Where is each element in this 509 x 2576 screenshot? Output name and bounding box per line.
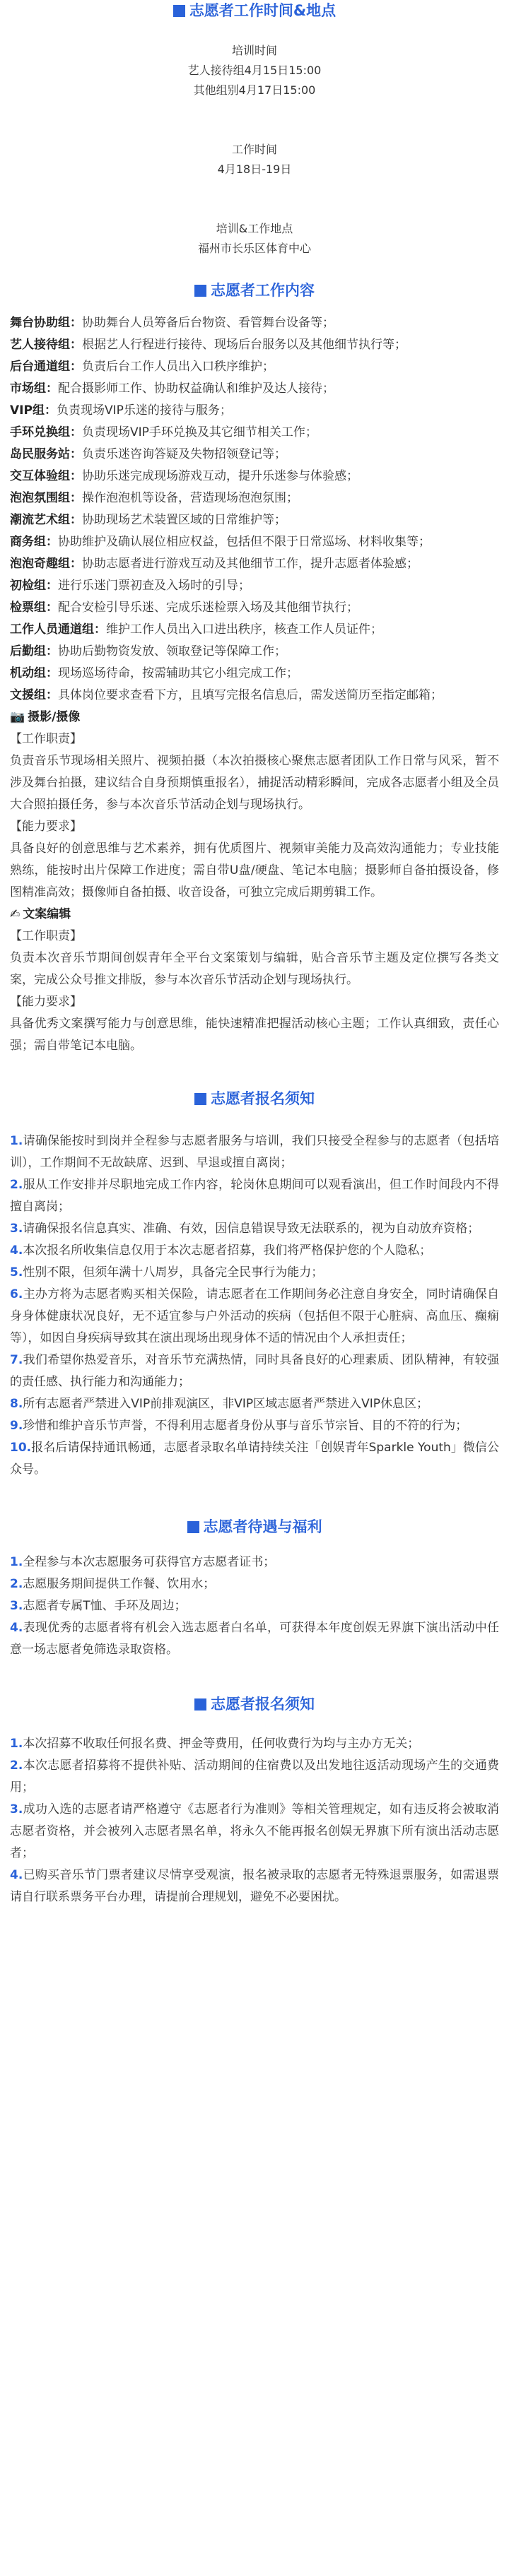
info-line: 福州市长乐区体育中心 <box>197 242 311 255</box>
spacer-line <box>10 120 499 140</box>
duty-heading: 【工作职责】 <box>10 732 82 746</box>
role-title: 摄影/摄像 <box>28 710 81 724</box>
item-number: 2. <box>10 1577 23 1591</box>
blue-square-icon <box>194 1698 206 1711</box>
group-description: 负责现场VIP乐迷的接待与服务； <box>56 403 232 418</box>
info-line: 培训&工作地点 <box>216 222 293 235</box>
group-label: 机动组： <box>10 666 58 680</box>
numbered-item <box>10 1284 499 1349</box>
numbered-item <box>10 1130 499 1174</box>
group-description: 协助舞台人员筹备后台物资、看管舞台设备等； <box>82 316 334 330</box>
work-group-item <box>10 466 499 488</box>
work-group-item <box>10 685 499 707</box>
work-group-list <box>10 312 499 707</box>
item-number: 4. <box>10 1243 23 1258</box>
blue-square-icon <box>194 285 206 297</box>
group-label: 检票组： <box>10 601 58 615</box>
work-group-item <box>10 619 499 641</box>
item-number: 1. <box>10 1134 23 1148</box>
item-text: 请确保能按时到岗并全程参与志愿者服务与培训，我们只接受全程参与的志愿者（包括培训），工作期间不无故缺席、迟到、早退或擅自离岗； <box>10 1134 499 1170</box>
item-text: 已购买音乐节门票者建议尽情享受观演，报名被录取的志愿者无特殊退票服务，如需退票请自行联系票务平台办理，请提前合理规划，避免不必要困扰。 <box>10 1868 499 1904</box>
item-number: 3. <box>10 1802 23 1816</box>
info-line: 艺人接待组4月15日15:00 <box>187 64 322 77</box>
time-location-lines <box>10 21 499 259</box>
numbered-item <box>10 1573 499 1595</box>
info-line: 工作时间 <box>231 143 277 156</box>
item-text: 所有志愿者严禁进入VIP前排观演区，非VIP区域志愿者严禁进入VIP休息区； <box>23 1397 428 1411</box>
item-text: 本次志愿者招募将不提供补贴、活动期间的住宿费以及出发地往返活动现场产生的交通费用； <box>10 1759 499 1795</box>
spacer-line <box>10 100 499 120</box>
group-label: 手环兑换组： <box>10 425 82 439</box>
photo-role <box>10 707 499 904</box>
blue-square-icon <box>187 1521 199 1533</box>
item-text: 志愿者专属T恤、手环及周边； <box>23 1599 187 1613</box>
item-number: 1. <box>10 1737 23 1751</box>
item-text: 性别不限，但须年满十八周岁，具备完全民事行为能力； <box>23 1265 324 1280</box>
numbered-item <box>10 1865 499 1908</box>
work-group-item <box>10 334 499 356</box>
group-description: 协助乐迷完成现场游戏互动，提升乐迷参与体验感； <box>82 469 358 483</box>
group-description: 协助志愿者进行游戏互动及其他细节工作，提升志愿者体验感； <box>82 557 419 571</box>
group-description: 操作泡泡机等设备，营造现场泡泡氛围； <box>82 491 298 505</box>
numbered-item <box>10 1349 499 1393</box>
requirement-heading: 【能力要求】 <box>10 995 82 1009</box>
item-number: 4. <box>10 1621 23 1635</box>
section-time-location <box>10 0 499 259</box>
group-label: 交互体验组： <box>10 469 82 483</box>
item-number: 2. <box>10 1759 23 1773</box>
section-registration-notice <box>10 1088 499 1481</box>
item-number: 5. <box>10 1265 23 1280</box>
work-group-item <box>10 422 499 444</box>
item-number: 1. <box>10 1555 23 1569</box>
duty-heading: 【工作职责】 <box>10 929 82 943</box>
numbered-item <box>10 1393 499 1415</box>
numbered-item <box>10 1218 499 1240</box>
writing-hand-icon: ✍ <box>10 907 21 921</box>
item-number: 8. <box>10 1397 23 1411</box>
group-description: 负责后台工作人员出入口秩序维护； <box>82 360 274 374</box>
info-line: 培训时间 <box>231 44 277 57</box>
section-title: 志愿者报名须知 <box>10 1088 499 1109</box>
group-label: 市场组： <box>10 382 58 396</box>
group-description: 协助维护及确认展位相应权益，包括但不限于日常巡场、材料收集等； <box>58 535 431 549</box>
numbered-item <box>10 1240 499 1262</box>
blue-square-icon <box>173 5 185 17</box>
group-label: 泡泡氛围组： <box>10 491 82 505</box>
group-label: 后勤组： <box>10 644 58 658</box>
work-group-item <box>10 597 499 619</box>
section-title: 志愿者待遇与福利 <box>10 1516 499 1537</box>
work-group-item <box>10 400 499 422</box>
work-group-item <box>10 509 499 531</box>
work-group-item <box>10 356 499 378</box>
group-label: 潮流艺术组： <box>10 513 82 527</box>
item-number: 2. <box>10 1178 23 1192</box>
item-number: 3. <box>10 1222 23 1236</box>
numbered-item <box>10 1262 499 1284</box>
spacer-line <box>10 21 499 41</box>
group-description: 具体岗位要求查看下方，且填写完报名信息后，需发送简历至指定邮箱； <box>58 688 443 702</box>
blue-square-icon <box>194 1093 206 1105</box>
item-text: 我们希望你热爱音乐，对音乐节充满热情，同时具备良好的心理素质、团队精神，有较强的责任感、执行能力和沟通能力； <box>10 1353 499 1389</box>
item-number: 10. <box>10 1441 32 1455</box>
group-label: 岛民服务站： <box>10 447 82 461</box>
work-group-item <box>10 575 499 597</box>
item-text: 报名后请保持通讯畅通，志愿者录取名单请持续关注「创娱青年Sparkle Youth」微信公众号。 <box>10 1441 499 1477</box>
group-description: 负责现场VIP手环兑换及其它细节相关工作； <box>82 425 317 439</box>
work-group-item <box>10 663 499 685</box>
item-number: 4. <box>10 1868 23 1882</box>
group-label: 初检组： <box>10 579 58 593</box>
item-number: 3. <box>10 1599 23 1613</box>
group-label: 艺人接待组： <box>10 338 82 352</box>
work-group-item <box>10 378 499 400</box>
group-description: 配合安检引导乐迷、完成乐迷检票入场及其他细节执行； <box>58 601 358 615</box>
numbered-item <box>10 1595 499 1617</box>
group-label: 工作人员通道组： <box>10 622 106 637</box>
work-group-item <box>10 444 499 466</box>
group-description: 协助后勤物资发放、领取登记等保障工作； <box>58 644 286 658</box>
numbered-item <box>10 1552 499 1573</box>
info-line: 4月18日-19日 <box>217 163 292 176</box>
item-text: 全程参与本次志愿服务可获得官方志愿者证书； <box>23 1555 276 1569</box>
numbered-item <box>10 1733 499 1755</box>
item-number: 6. <box>10 1287 23 1301</box>
section-work-content <box>10 280 499 1057</box>
item-text: 本次报名所收集信息仅用于本次志愿者招募，我们将严格保护您的个人隐私； <box>23 1243 432 1258</box>
section-title: 志愿者工作时间&地点 <box>10 0 499 21</box>
group-label: 舞台协助组： <box>10 316 82 330</box>
item-text: 珍惜和维护音乐节声誉，不得利用志愿者身份从事与音乐节宗旨、目的不符的行为； <box>23 1419 468 1433</box>
numbered-item <box>10 1415 499 1437</box>
group-label: 文援组： <box>10 688 58 702</box>
duty-text: 负责本次音乐节期间创娱青年全平台文案策划与编辑，贴合音乐节主题及定位撰写各类文案，完成公众号推文排版，参与本次音乐节活动企划与现场执行。 <box>10 951 499 987</box>
group-description: 负责乐迷咨询答疑及失物招领登记等； <box>82 447 286 461</box>
item-text: 本次招募不收取任何报名费、押金等费用，任何收费行为均与主办方无关； <box>23 1737 420 1751</box>
benefit-list <box>10 1552 499 1661</box>
copy-role <box>10 904 499 1057</box>
camera-icon: 📷 <box>10 710 25 724</box>
info-line: 其他组别4月17日15:00 <box>193 83 316 97</box>
item-text: 志愿服务期间提供工作餐、饮用水； <box>23 1577 216 1591</box>
requirement-text: 具备优秀文案撰写能力与创意思维，能快速精准把握活动核心主题；工作认真细致，责任心强；需自带笔记本电脑。 <box>10 1017 499 1053</box>
work-group-item <box>10 553 499 575</box>
work-group-item <box>10 531 499 553</box>
item-text: 请确保报名信息真实、准确、有效，因信息错误导致无法联系的，视为自动放弃资格； <box>23 1222 480 1236</box>
work-group-item <box>10 488 499 509</box>
section-registration-notice-2 <box>10 1694 499 1908</box>
numbered-item <box>10 1437 499 1481</box>
numbered-item <box>10 1755 499 1799</box>
notice-list <box>10 1130 499 1481</box>
item-text: 服从工作安排并尽职地完成工作内容，轮岗休息期间可以观看演出，但工作时间段内不得擅自离岗； <box>10 1178 499 1214</box>
section-title: 志愿者报名须知 <box>10 1694 499 1715</box>
group-description: 配合摄影师工作、协助权益确认和维护及达人接待； <box>58 382 334 396</box>
item-number: 9. <box>10 1419 23 1433</box>
group-label: 泡泡奇趣组： <box>10 557 82 571</box>
work-group-item <box>10 641 499 663</box>
item-text: 主办方将为志愿者购买相关保险，请志愿者在工作期间务必注意自身安全，同时请确保自身身体健康状况良好，无不适宜参与户外活动的疾病（包括但不限于心脏病、高血压、癫痫等），如因自身疾病导致其在演出现场出现身体不适的情况由个人承担责任； <box>10 1287 499 1345</box>
requirement-heading: 【能力要求】 <box>10 820 82 834</box>
requirement-text: 具备良好的创意思维与艺术素养，拥有优质图片、视频审美能力及高效沟通能力；专业技能熟练，能按时出片保障工作进度；需自带U盘/硬盘、笔记本电脑；摄影师自备拍摄设备，修图精准高效；摄像师自备拍摄、收音设备，可独立完成后期剪辑工作。 <box>10 841 499 899</box>
group-description: 根据艺人行程进行接待、现场后台服务以及其他细节执行等； <box>82 338 406 352</box>
duty-text: 负责音乐节现场相关照片、视频拍摄（本次拍摄核心聚焦志愿者团队工作日常与风采，暂不涉及舞台拍摄，建议结合自身预期慎重报名），捕捉活动精彩瞬间，完成各志愿者小组及全员大合照拍摄任务，参与本次音乐节活动企划与现场执行。 <box>10 754 499 812</box>
item-text: 成功入选的志愿者请严格遵守《志愿者行为准则》等相关管理规定，如有违反将会被取消志愿者资格，并会被列入志愿者黑名单，将永久不能再报名创娱无界旗下所有演出活动志愿者； <box>10 1802 499 1860</box>
item-text: 表现优秀的志愿者将有机会入选志愿者白名单，可获得本年度创娱无界旗下演出活动中任意一场志愿者免筛选录取资格。 <box>10 1621 499 1657</box>
notice-list <box>10 1733 499 1908</box>
group-description: 现场巡场待命，按需辅助其它小组完成工作； <box>58 666 298 680</box>
numbered-item <box>10 1799 499 1865</box>
work-group-item <box>10 312 499 334</box>
numbered-item <box>10 1174 499 1218</box>
role-title: 文案编辑 <box>23 907 71 921</box>
section-title: 志愿者工作内容 <box>10 280 499 301</box>
spacer-line <box>10 199 499 219</box>
group-description: 维护工作人员出入口进出秩序，核查工作人员证件； <box>106 622 382 637</box>
numbered-item <box>10 1617 499 1661</box>
spacer-line <box>10 179 499 199</box>
section-benefits <box>10 1516 499 1661</box>
group-label: 商务组： <box>10 535 58 549</box>
item-number: 7. <box>10 1353 23 1367</box>
group-description: 进行乐迷门票初查及入场时的引导； <box>58 579 250 593</box>
group-label: 后台通道组： <box>10 360 82 374</box>
group-label: VIP组： <box>10 403 57 418</box>
group-description: 协助现场艺术装置区域的日常维护等； <box>82 513 286 527</box>
